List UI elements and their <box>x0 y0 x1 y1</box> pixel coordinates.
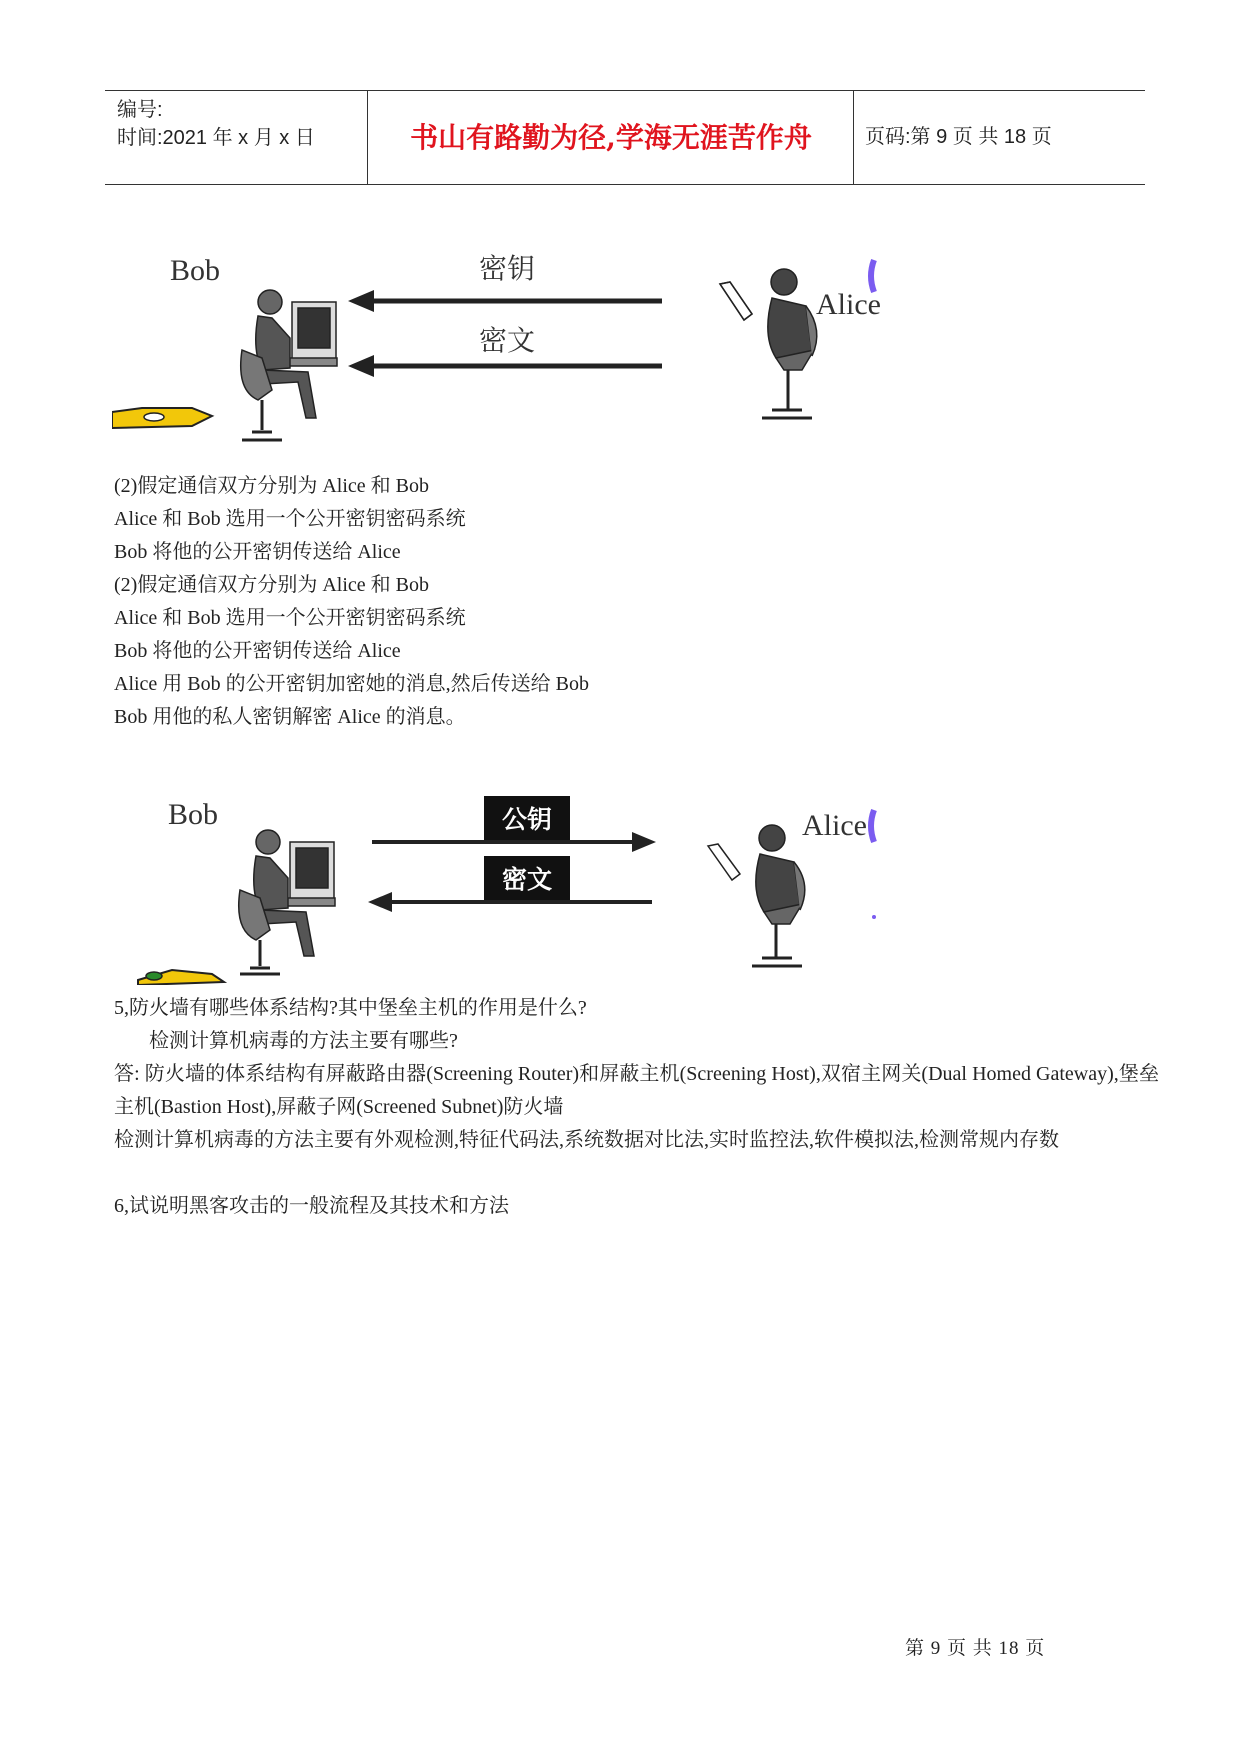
pencil-clipart-icon <box>138 970 224 985</box>
alice-person-icon <box>720 269 817 418</box>
motto: 书山有路勤为径,学海无涯苦作舟 <box>369 91 854 184</box>
figure-public-key-svg <box>112 780 992 985</box>
public-key-label: 公钥 <box>501 805 553 834</box>
page-label: 页码:第 9 页 共 18 页 <box>865 126 1052 148</box>
text-line: Alice 和 Bob 选用一个公开密钥密码系统 <box>114 607 466 629</box>
section-a-text <box>114 470 589 734</box>
bob-person-icon <box>239 830 335 974</box>
question-5-line1: 5,防火墙有哪些体系结构?其中堡垒主机的作用是什么? <box>114 997 587 1019</box>
figure-public-key <box>112 780 992 985</box>
arrow-bottom-label: 密文 <box>478 324 536 357</box>
arrow-left-key <box>348 290 662 312</box>
text-line: Bob 将他的公开密钥传送给 Alice <box>114 541 401 563</box>
answer-virus-detection: 检测计算机病毒的方法主要有外观检测,特征代码法,系统数据对比法,实时监控法,软件模拟法,检测常规内存数 <box>114 1129 1059 1151</box>
text-line: (2)假定通信双方分别为 Alice 和 Bob <box>114 475 429 497</box>
figure-key-exchange-svg <box>112 240 992 472</box>
question-6 <box>114 1190 509 1223</box>
number-label: 编号: <box>117 99 163 121</box>
alice-person-icon <box>708 825 805 966</box>
pencil-clipart-icon <box>112 408 212 428</box>
alice-label: Alice <box>816 288 881 321</box>
bob-label: Bob <box>168 798 219 831</box>
header-meta-cell <box>105 91 368 184</box>
text-line: Alice 和 Bob 选用一个公开密钥密码系统 <box>114 508 466 530</box>
purple-accent-shape <box>871 810 874 842</box>
page-footer: 第 9 页 共 18 页 <box>905 1638 1046 1659</box>
alice-label: Alice <box>802 809 867 842</box>
purple-dot-shape <box>872 915 876 919</box>
text-line: Alice 用 Bob 的公开密钥加密她的消息,然后传送给 Bob <box>114 673 589 695</box>
cipher-label: 密文 <box>501 865 553 894</box>
bob-label: Bob <box>170 254 221 287</box>
arrow-top-label: 密钥 <box>478 252 536 285</box>
figure-key-exchange <box>112 240 992 472</box>
page-header <box>105 90 1145 185</box>
question-5 <box>114 992 587 1058</box>
text-line: Bob 将他的公开密钥传送给 Alice <box>114 640 401 662</box>
purple-accent-shape <box>871 260 874 292</box>
text-line: (2)假定通信双方分别为 Alice 和 Bob <box>114 574 429 596</box>
time-label: 时间:2021 年 x 月 x 日 <box>117 127 315 149</box>
answer-5 <box>114 1058 1159 1157</box>
question-5-line2: 检测计算机病毒的方法主要有哪些? <box>149 1030 458 1052</box>
arrow-left-cipher <box>348 355 662 377</box>
text-line: Bob 用他的私人密钥解密 Alice 的消息。 <box>114 706 466 728</box>
answer-firewall: 答: 防火墙的体系结构有屏蔽路由器(Screening Router)和屏蔽主机(Screening Host),双宿主网关(Dual Homed Gateway),堡垒主机(Bastion Host),屏蔽子网(Screened Subnet)防火墙 <box>114 1063 1159 1118</box>
question-6-text: 6,试说明黑客攻击的一般流程及其技术和方法 <box>114 1195 509 1217</box>
bob-person-icon <box>241 290 337 440</box>
